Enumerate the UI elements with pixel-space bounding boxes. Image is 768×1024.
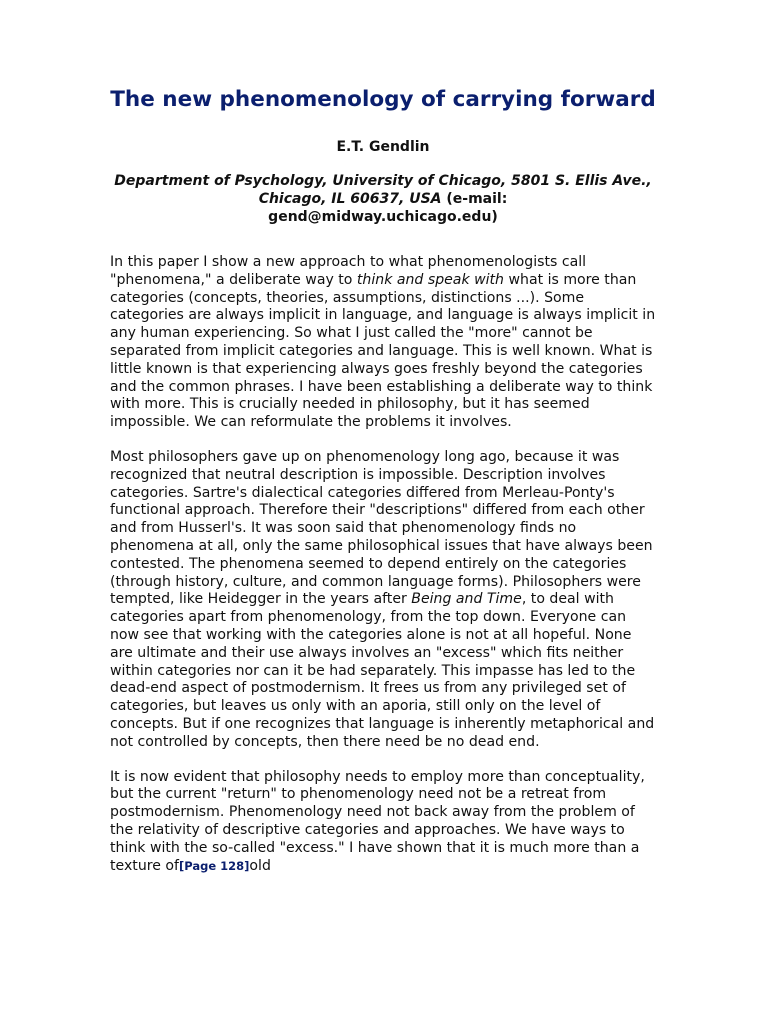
affiliation-email-open: (e-mail: xyxy=(441,191,508,207)
body-paragraph-3 xyxy=(110,769,656,876)
paper-title: The new phenomenology of carrying forward xyxy=(110,87,656,112)
paragraph-2-emphasis: Being and Time xyxy=(411,591,522,608)
body-paragraph-2 xyxy=(110,449,656,752)
author-name: E.T. Gendlin xyxy=(336,139,430,155)
document-page xyxy=(110,86,656,875)
paragraph-3-text-a: It is now evident that philosophy needs to employ more than conceptuality, but the current "return" to phenomenology need not be a retreat from postmodernism. Phenomenology need not back away from the problem of the relativity of descriptive categories and approaches. We have ways to think with the so-called "excess." I have shown that it is much more than a texture of xyxy=(110,768,645,874)
affiliation-email: gend@midway.uchicago.edu xyxy=(268,209,492,225)
paragraph-2-text-b: , to deal with categories apart from phenomenology, from the top down. Everyone can now see that working with the categories alone is not at all hopeful. None are ultimate and their use always involves an "excess" which fits neither within categories nor can it be had separately. This impasse has led to the dead-end aspect of postmodernism. It frees us from any privileged set of categories, but leaves us only with an aporia, still only on the level of concepts. But if one recognizes that language is inherently metaphorical and not controlled by concepts, then there need be no dead end. xyxy=(110,591,655,750)
paragraph-1-text-b: what is more than categories (concepts, theories, assumptions, distinctions ...). Some categories are always implicit in language, and language is always implicit in any human experiencing. So what I just called the "more" cannot be separated from implicit categories and language. This is well known. What is little known is that experiencing always goes freshly beyond the categories and the common phrases. I have been establishing a deliberate way to think with more. This is crucially needed in philosophy, but it has seemed impossible. We can reformulate the problems it involves. xyxy=(110,271,656,431)
body-paragraph-1 xyxy=(110,254,656,432)
paragraph-3-text-b: old xyxy=(249,857,271,874)
affiliation-department: Department of Psychology, University of Chicago, 5801 S. Ellis Ave., Chicago, IL 60637, USA xyxy=(114,173,652,207)
page-reference-marker: [Page 128] xyxy=(178,858,250,873)
author-affiliation xyxy=(110,172,656,226)
paragraph-2-text-a: Most philosophers gave up on phenomenology long ago, because it was recognized that neutral description is impossible. Description involves categories. Sartre's dialectical categories differed from Merleau-Ponty's functional approach. Therefore their "descriptions" differed from each other and from Husserl's. It was soon said that phenomenology finds no phenomena at all, only the same philosophical issues that have always been contested. The phenomena seemed to depend entirely on the categories (through history, culture, and common language forms). Philosophers were tempted, like Heidegger in the years after xyxy=(110,448,653,608)
paragraph-1-text-a: In this paper I show a new approach to what phenomenologists call "phenomena," a deliberate way to xyxy=(110,254,587,288)
paragraph-1-emphasis: think and speak with xyxy=(356,271,504,288)
affiliation-email-close: ) xyxy=(491,209,498,225)
